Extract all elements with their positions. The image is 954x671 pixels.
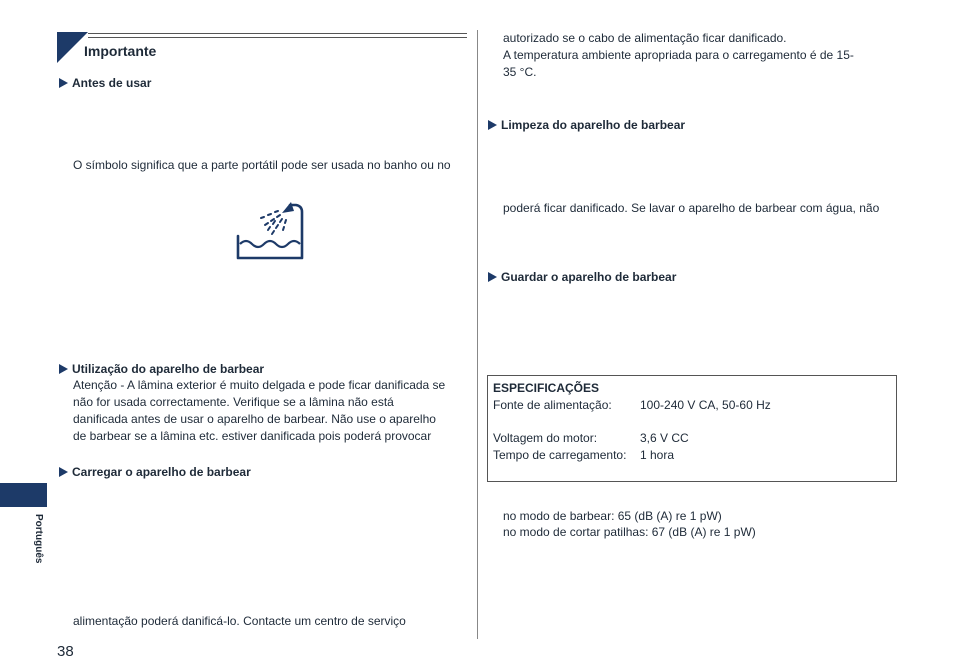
charging-bottom-line: alimentação poderá danificá-lo. Contacte um centro de serviço bbox=[73, 614, 406, 628]
noise-line: no modo de barbear: 65 (dB (A) re 1 pW) bbox=[503, 509, 722, 523]
spec-value: 100-240 V CA, 50-60 Hz bbox=[640, 398, 771, 412]
right-top-line: autorizado se o cabo de alimentação ficar danificado. bbox=[503, 31, 787, 45]
spec-value: 3,6 V CC bbox=[640, 431, 689, 445]
section-heading-storing: Guardar o aparelho de barbear bbox=[488, 269, 676, 285]
spec-label: Fonte de alimentação: bbox=[493, 398, 612, 412]
arrow-right-icon bbox=[59, 364, 68, 374]
header-rule-top bbox=[88, 33, 467, 34]
arrow-right-icon bbox=[59, 467, 68, 477]
language-label: Português bbox=[33, 514, 44, 564]
right-top-line: A temperatura ambiente apropriada para o carregamento é de 15- bbox=[503, 48, 854, 62]
spec-value: 1 hora bbox=[640, 448, 675, 462]
shower-bath-icon-svg bbox=[234, 200, 306, 264]
section-heading-charging: Carregar o aparelho de barbear bbox=[59, 464, 251, 480]
page-number: 38 bbox=[57, 643, 74, 660]
arrow-right-icon bbox=[59, 78, 68, 88]
arrow-right-icon bbox=[488, 272, 497, 282]
cleaning-line: poderá ficar danificado. Se lavar o aparelho de barbear com água, não bbox=[503, 201, 880, 215]
symbol-description: O símbolo significa que a parte portátil pode ser usada no banho ou no bbox=[73, 158, 451, 172]
header-title: Importante bbox=[84, 43, 157, 59]
shower-bath-icon bbox=[234, 200, 306, 264]
section-heading-cleaning: Limpeza do aparelho de barbear bbox=[488, 117, 685, 133]
specifications-title: ESPECIFICAÇÕES bbox=[493, 381, 600, 395]
usage-line: danificada antes de usar o aparelho de barbear. Não use o aparelho bbox=[73, 412, 436, 426]
specifications-box bbox=[487, 375, 897, 482]
column-divider bbox=[477, 30, 478, 639]
spec-label: Voltagem do motor: bbox=[493, 431, 598, 445]
usage-line: não for usada correctamente. Verifique se a lâmina não está bbox=[73, 395, 394, 409]
usage-line: Atenção - A lâmina exterior é muito delgada e pode ficar danificada se bbox=[73, 378, 446, 392]
usage-line: de barbear se a lâmina etc. estiver danificada pois poderá provocar bbox=[73, 429, 432, 443]
language-side-tab bbox=[0, 483, 47, 507]
section-heading-before-use: Antes de usar bbox=[59, 75, 151, 91]
noise-line: no modo de cortar patilhas: 67 (dB (A) re 1 pW) bbox=[503, 525, 756, 539]
section-heading-usage: Utilização do aparelho de barbear bbox=[59, 361, 264, 377]
header-rule-bottom bbox=[88, 37, 467, 38]
spec-label: Tempo de carregamento: bbox=[493, 448, 627, 462]
arrow-right-icon bbox=[488, 120, 497, 130]
right-top-line: 35 °C. bbox=[503, 65, 537, 79]
